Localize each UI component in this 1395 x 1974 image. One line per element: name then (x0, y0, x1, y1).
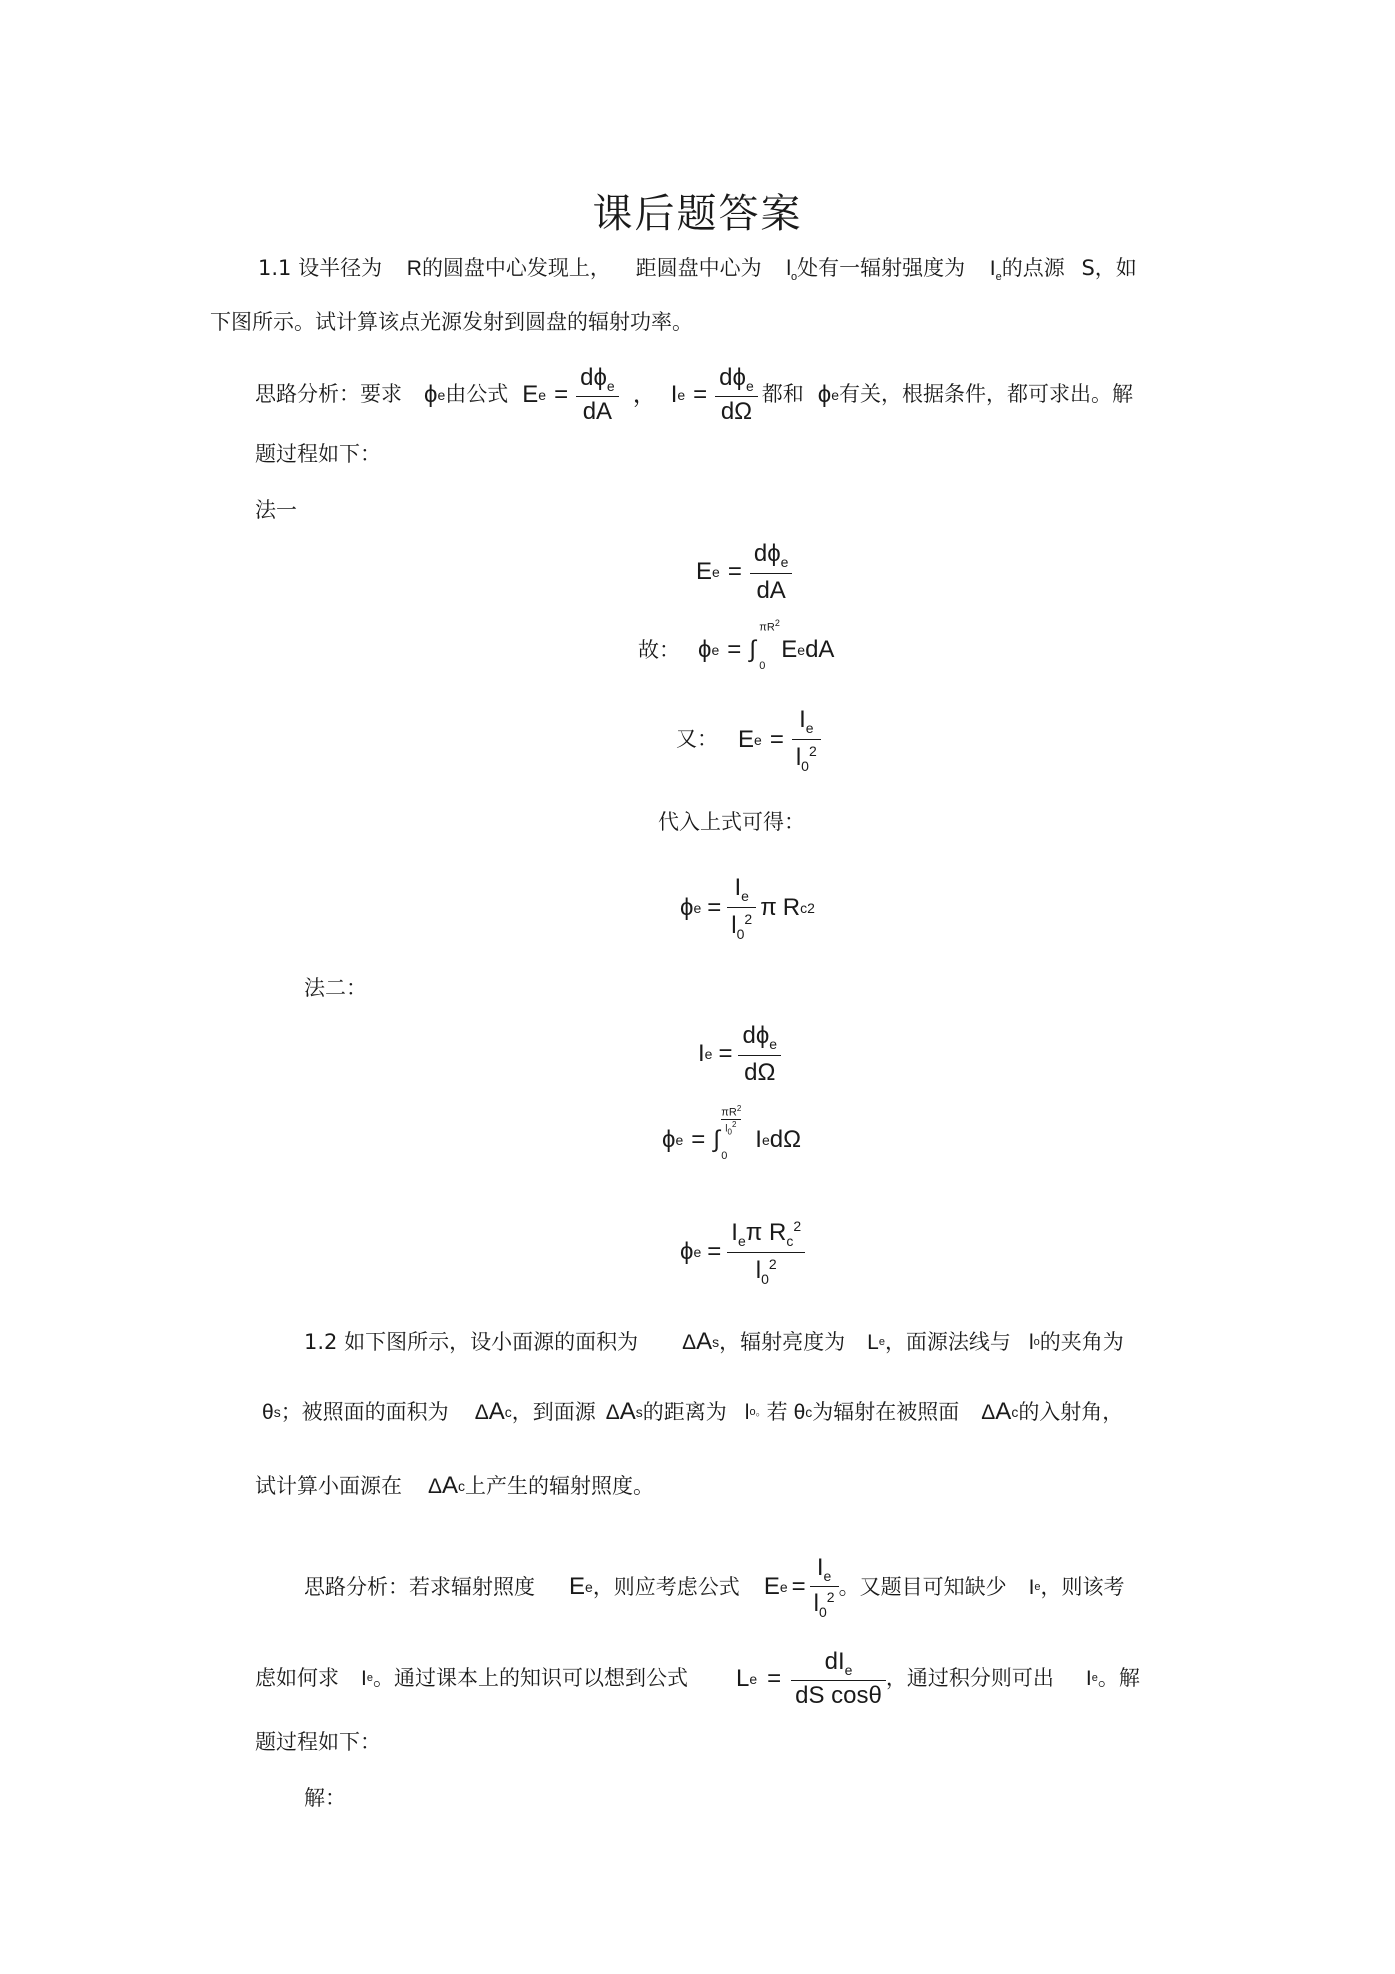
phi-symbol: ϕ (424, 380, 438, 408)
text: 处有一辐射强度为 (797, 256, 966, 280)
problem-1-2-line-3: 试计算小面源在 Δ A c 上产生的辐射照度。 (255, 1472, 655, 1499)
sub: e (437, 386, 446, 403)
math-R: R (406, 257, 422, 280)
comma: ， (632, 380, 657, 408)
equation-2: 故： ϕ e = ∫ $\pi R^2$ 0 E e dA (638, 618, 835, 672)
E-symbol: E (522, 380, 539, 408)
page-title: 课后题答案 (592, 191, 803, 237)
text: 由公式 (445, 382, 509, 407)
method-2-label: 法二： (304, 976, 367, 1000)
problem-1-2-line-1: 1.2 如下图所示，设小面源的面积为 Δ A s ，辐射亮度为 L e ，面源法线与 l o 的夹角为 (304, 1328, 1124, 1355)
math-l: l (786, 257, 791, 280)
analysis-1-2-line-2: 虑如何求 I e 。通过课本上的知识可以想到公式 L e = $\frac{dI_e}{\text{dS cosθ}}$ ，通过积分则可出 I e 。解 (255, 1648, 1140, 1709)
analysis-1-2-line-3: 题过程如下： (255, 1730, 381, 1754)
equals: = (554, 380, 569, 408)
text: S，如 (1081, 256, 1137, 280)
text: 都和 (761, 382, 804, 407)
sub: e (677, 386, 686, 403)
fraction: $\frac{d\phi_e}{d\Omega}$ (715, 366, 758, 424)
text: 的点源 (1001, 256, 1065, 280)
sub: e (538, 386, 547, 403)
sub: e (831, 386, 840, 403)
problem-1-1-line-2: 下图所示。试计算该点光源发射到圆盘的辐射功率。 (210, 310, 693, 334)
substitute-text: 代入上式可得： (658, 810, 805, 834)
phi-symbol: ϕ (817, 380, 832, 408)
equation-7: ϕ e = $\frac{I_e\pi R_c^2}{l_0^2}$ (680, 1218, 805, 1287)
equation-5: I e = $\frac{d\phi_e}{d\Omega}$ (698, 1022, 781, 1087)
equation-6: ϕ e = ∫ $\pi R^2$ $l_0^2$ 0 I e dΩ (662, 1104, 802, 1162)
equation-1: E e = $\frac{d\phi_e}{dA}$ (696, 540, 792, 605)
analysis-line (255, 366, 1133, 424)
text: 距圆盘中心为 (635, 256, 762, 280)
I-symbol: I (670, 380, 678, 408)
sub: e (995, 271, 1002, 284)
problem-1-2-line-2: θ s ；被照面的面积为 Δ A c ，到面源 Δ A s 的距离为 l o 。 若 θ c 为辐射在被照面 Δ A c 的入射角， (262, 1398, 1124, 1425)
equals: = (693, 380, 708, 408)
analysis-1-2-line-1: 思路分析：若求辐射照度 E e ，则应考虑公式 E e = $\frac{I_e}{l_0^2}$ 。又题目可知缺少 I e ，则该考 (304, 1554, 1125, 1620)
solution-label: 解： (304, 1786, 346, 1810)
text: 有关，根据条件，都可求出。解 (839, 382, 1134, 407)
equation-4: ϕ e = $\frac{I_e}{l_0^2}$ π R c 2 (680, 874, 815, 942)
sub: o (790, 271, 798, 284)
text: 又： (676, 727, 718, 752)
math-I: I (989, 257, 996, 280)
text: 1.1 设半径为 (258, 256, 383, 280)
method-1-label: 法一 (255, 498, 297, 522)
equation-3: 又： E e = $\frac{I_e}{l_0^2}$ (676, 706, 821, 774)
analysis-line-2: 题过程如下： (255, 442, 381, 466)
text: 的圆盘中心发现上， (421, 256, 611, 280)
text: 思路分析：要求 (255, 382, 402, 407)
problem-1-1-line-1 (258, 258, 1137, 283)
text: 故： (638, 637, 680, 662)
fraction: $\frac{d\phi_e}{dA}$ (576, 366, 619, 424)
